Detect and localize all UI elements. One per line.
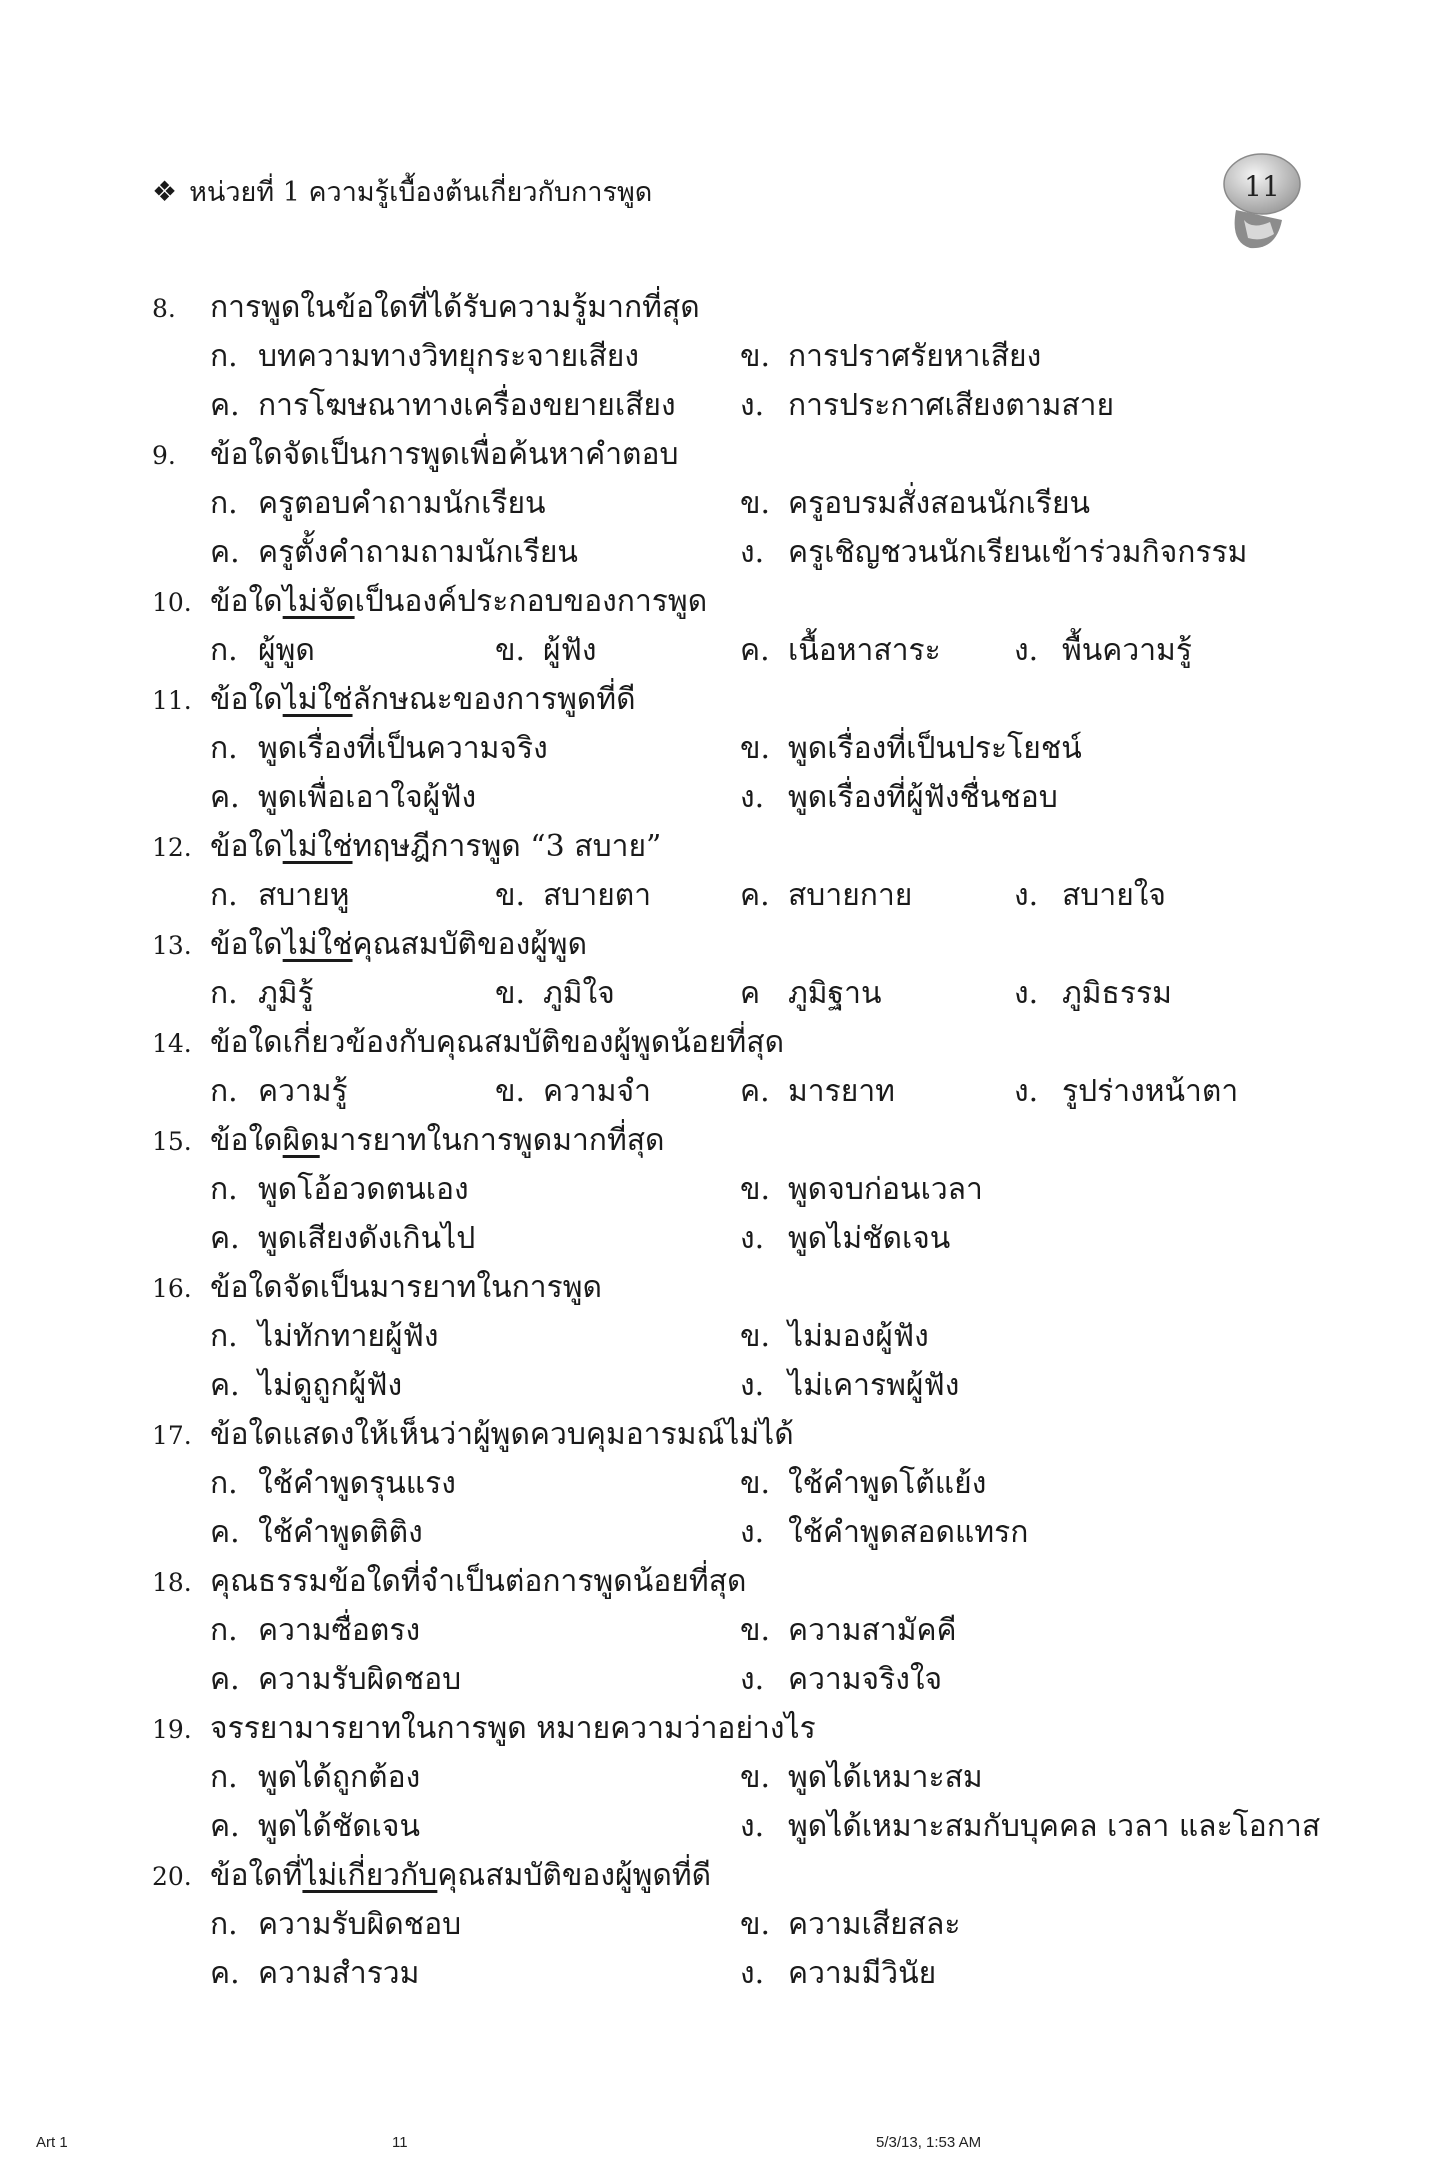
question-number: 11. bbox=[152, 686, 192, 715]
option-text: พูดเรื่องที่เป็นความจริง bbox=[258, 731, 548, 766]
option-row bbox=[152, 1459, 1332, 1508]
option-text: ภูมิฐาน bbox=[788, 976, 882, 1011]
question-11 bbox=[152, 675, 1332, 822]
option-text: การปราศรัยหาเสียง bbox=[788, 339, 1042, 374]
question-10 bbox=[152, 577, 1332, 675]
diamond-bullet-icon: ❖ bbox=[152, 174, 178, 208]
option-1 bbox=[210, 871, 350, 920]
option-letter: ข. bbox=[740, 731, 771, 766]
question-text-post: ลักษณะของการพูดที่ดี bbox=[352, 682, 636, 717]
option-letter: ค. bbox=[210, 1221, 240, 1256]
question-stem bbox=[152, 283, 1332, 332]
option-text: พูดเสียงดังเกินไป bbox=[258, 1221, 476, 1256]
question-text bbox=[210, 1270, 602, 1305]
question-16 bbox=[152, 1263, 1332, 1410]
option-letter: ข. bbox=[495, 976, 526, 1011]
option-row bbox=[152, 1900, 1332, 1949]
option-1 bbox=[210, 724, 548, 773]
option-4 bbox=[740, 1508, 1028, 1557]
option-2 bbox=[740, 724, 1082, 773]
option-letter: ข. bbox=[740, 1907, 771, 1942]
question-stem bbox=[152, 1410, 1332, 1459]
question-19 bbox=[152, 1704, 1332, 1851]
unit-title: หน่วยที่ 1 ความรู้เบื้องต้นเกี่ยวกับการพูด bbox=[189, 177, 653, 208]
option-2 bbox=[740, 1753, 983, 1802]
option-letter: ก. bbox=[210, 878, 238, 913]
option-2 bbox=[495, 871, 651, 920]
option-letter: ค. bbox=[740, 633, 770, 668]
question-stem bbox=[152, 1116, 1332, 1165]
option-1 bbox=[210, 1067, 348, 1116]
question-text-pre: ข้อใดจัดเป็นการพูดเพื่อค้นหาคำตอบ bbox=[210, 437, 679, 472]
option-letter: ข. bbox=[740, 1172, 771, 1207]
question-number: 8. bbox=[152, 294, 176, 323]
option-4 bbox=[740, 1655, 942, 1704]
option-text: ความซื่อตรง bbox=[258, 1613, 421, 1648]
question-emphasis: ไม่ใช่ bbox=[282, 829, 353, 864]
option-text: พื้นความรู้ bbox=[1062, 633, 1192, 668]
option-text: การประกาศเสียงตามสาย bbox=[788, 388, 1115, 423]
option-2 bbox=[495, 969, 615, 1018]
option-row bbox=[152, 479, 1332, 528]
option-2 bbox=[740, 1459, 986, 1508]
option-text: พูดได้ถูกต้อง bbox=[258, 1760, 421, 1795]
option-letter: ค. bbox=[210, 780, 240, 815]
option-text: เนื้อหาสาระ bbox=[788, 633, 941, 668]
question-13 bbox=[152, 920, 1332, 1018]
question-20 bbox=[152, 1851, 1332, 1998]
question-text-post: ทฤษฎีการพูด “3 สบาย” bbox=[352, 829, 662, 864]
option-text: ผู้ฟัง bbox=[543, 633, 597, 668]
question-text bbox=[210, 437, 679, 472]
option-3 bbox=[210, 1802, 420, 1851]
question-text-pre: ข้อใด bbox=[210, 682, 283, 717]
option-letter: ง. bbox=[1014, 878, 1039, 913]
question-number: 14. bbox=[152, 1029, 192, 1058]
option-letter: ง. bbox=[1014, 976, 1039, 1011]
option-text: ครูอบรมสั่งสอนนักเรียน bbox=[788, 486, 1091, 521]
question-text bbox=[210, 829, 661, 864]
option-letter: ค. bbox=[210, 1662, 240, 1697]
option-3 bbox=[740, 1067, 895, 1116]
option-4 bbox=[1014, 969, 1172, 1018]
question-text-pre: ข้อใดแสดงให้เห็นว่าผู้พูดควบคุมอารมณ์ไม่ได้ bbox=[210, 1417, 794, 1452]
option-letter: ค. bbox=[210, 1809, 240, 1844]
option-text: ความสำรวม bbox=[258, 1956, 420, 1991]
option-row bbox=[152, 1949, 1332, 1998]
question-text-pre: ข้อใด bbox=[210, 927, 283, 962]
option-1 bbox=[210, 969, 314, 1018]
option-row bbox=[152, 969, 1332, 1018]
page-number: 11 bbox=[1244, 170, 1280, 203]
question-15 bbox=[152, 1116, 1332, 1263]
option-1 bbox=[210, 1753, 420, 1802]
option-2 bbox=[495, 1067, 651, 1116]
option-4 bbox=[1014, 1067, 1238, 1116]
option-letter: ก. bbox=[210, 1466, 238, 1501]
option-text: การโฆษณาทางเครื่องขยายเสียง bbox=[258, 388, 676, 423]
question-text bbox=[210, 584, 707, 619]
question-text-pre: ข้อใด bbox=[210, 829, 283, 864]
question-number: 10. bbox=[152, 588, 192, 617]
option-letter: ง. bbox=[740, 1221, 765, 1256]
option-row bbox=[152, 332, 1332, 381]
option-text: พูดได้เหมาะสม bbox=[788, 1760, 983, 1795]
question-stem bbox=[152, 822, 1332, 871]
option-row bbox=[152, 1753, 1332, 1802]
question-text-post: คุณสมบัติของผู้พูด bbox=[352, 927, 588, 962]
option-text: ความเสียสละ bbox=[788, 1907, 961, 1942]
question-stem bbox=[152, 1018, 1332, 1067]
option-text: ความรับผิดชอบ bbox=[258, 1662, 462, 1697]
option-letter: ก. bbox=[210, 1907, 238, 1942]
option-2 bbox=[740, 1312, 929, 1361]
option-letter: ง. bbox=[1014, 633, 1039, 668]
option-1 bbox=[210, 1900, 461, 1949]
option-letter: ค. bbox=[740, 1074, 770, 1109]
option-letter: ค. bbox=[210, 535, 240, 570]
question-emphasis: ไม่ใช่ bbox=[282, 927, 353, 962]
question-number: 9. bbox=[152, 441, 176, 470]
option-letter: ก. bbox=[210, 486, 238, 521]
option-letter: ง. bbox=[740, 1368, 765, 1403]
option-row bbox=[152, 381, 1332, 430]
option-letter: ข. bbox=[740, 339, 771, 374]
question-text bbox=[210, 682, 636, 717]
option-3 bbox=[740, 871, 912, 920]
question-text bbox=[210, 1858, 711, 1893]
option-text: ไม่ทักทายผู้ฟัง bbox=[258, 1319, 439, 1354]
option-letter: ค bbox=[740, 976, 761, 1011]
option-text: ความรับผิดชอบ bbox=[258, 1907, 462, 1942]
option-row bbox=[152, 1508, 1332, 1557]
option-text: สบายกาย bbox=[788, 878, 913, 913]
option-letter: ข. bbox=[740, 486, 771, 521]
option-3 bbox=[210, 528, 578, 577]
option-2 bbox=[740, 332, 1041, 381]
option-row bbox=[152, 1361, 1332, 1410]
option-1 bbox=[210, 1606, 420, 1655]
question-9 bbox=[152, 430, 1332, 577]
question-17 bbox=[152, 1410, 1332, 1557]
footer-page: 11 bbox=[392, 2134, 408, 2151]
option-text: ความสามัคคี bbox=[788, 1613, 957, 1648]
question-number: 12. bbox=[152, 833, 192, 862]
option-1 bbox=[210, 1459, 456, 1508]
question-stem bbox=[152, 430, 1332, 479]
question-emphasis: ไม่เกี่ยวกับ bbox=[302, 1858, 438, 1893]
option-3 bbox=[740, 626, 941, 675]
option-3 bbox=[210, 1655, 461, 1704]
option-letter: ง. bbox=[740, 1662, 765, 1697]
option-1 bbox=[210, 332, 639, 381]
option-4 bbox=[1014, 871, 1166, 920]
option-text: ไม่เคารพผู้ฟัง bbox=[788, 1368, 960, 1403]
option-1 bbox=[210, 626, 315, 675]
option-letter: ค. bbox=[210, 388, 240, 423]
option-row bbox=[152, 1606, 1332, 1655]
option-row bbox=[152, 1067, 1332, 1116]
option-letter: ง. bbox=[740, 388, 765, 423]
footer-timestamp: 5/3/13, 1:53 AM bbox=[876, 2134, 982, 2151]
question-18 bbox=[152, 1557, 1332, 1704]
option-3 bbox=[210, 1361, 402, 1410]
question-text-pre: ข้อใด bbox=[210, 584, 283, 619]
option-text: ผู้พูด bbox=[258, 633, 315, 668]
question-number: 18. bbox=[152, 1568, 192, 1597]
option-text: พูดได้เหมาะสมกับบุคคล เวลา และโอกาส bbox=[788, 1809, 1321, 1844]
option-text: ภูมิรู้ bbox=[258, 976, 314, 1011]
option-4 bbox=[740, 528, 1247, 577]
option-row bbox=[152, 773, 1332, 822]
option-row bbox=[152, 871, 1332, 920]
option-text: ความจำ bbox=[543, 1074, 651, 1109]
option-3 bbox=[740, 969, 881, 1018]
option-text: ครูตอบคำถามนักเรียน bbox=[258, 486, 546, 521]
option-row bbox=[152, 1214, 1332, 1263]
option-letter: ก. bbox=[210, 976, 238, 1011]
question-text-pre: จรรยามารยาทในการพูด หมายความว่าอย่างไร bbox=[210, 1711, 816, 1746]
option-3 bbox=[210, 1508, 423, 1557]
question-text bbox=[210, 1711, 816, 1746]
question-text bbox=[210, 1025, 784, 1060]
option-text: ใช้คำพูดสอดแทรก bbox=[788, 1515, 1029, 1550]
option-letter: ก. bbox=[210, 731, 238, 766]
question-stem bbox=[152, 1557, 1332, 1606]
option-text: มารยาท bbox=[788, 1074, 895, 1109]
unit-header bbox=[152, 170, 652, 213]
option-letter: ง. bbox=[740, 1809, 765, 1844]
option-letter: ง. bbox=[740, 780, 765, 815]
option-text: สบายตา bbox=[543, 878, 652, 913]
option-text: ภูมิใจ bbox=[543, 976, 615, 1011]
question-stem bbox=[152, 1704, 1332, 1753]
option-text: พูดเรื่องที่ผู้ฟังชื่นชอบ bbox=[788, 780, 1058, 815]
option-row bbox=[152, 1655, 1332, 1704]
question-text-pre: ข้อใดเกี่ยวข้องกับคุณสมบัติของผู้พูดน้อยที่สุด bbox=[210, 1025, 785, 1060]
option-1 bbox=[210, 1312, 438, 1361]
option-text: พูดเรื่องที่เป็นประโยชน์ bbox=[788, 731, 1082, 766]
option-letter: ค. bbox=[210, 1368, 240, 1403]
option-text: บทความทางวิทยุกระจายเสียง bbox=[258, 339, 640, 374]
option-2 bbox=[740, 1165, 983, 1214]
option-2 bbox=[740, 1606, 957, 1655]
question-12 bbox=[152, 822, 1332, 920]
question-list bbox=[152, 283, 1332, 1998]
option-text: ไม่มองผู้ฟัง bbox=[788, 1319, 929, 1354]
question-text bbox=[210, 1123, 665, 1158]
question-text-pre: คุณธรรมข้อใดที่จำเป็นต่อการพูดน้อยที่สุด bbox=[210, 1564, 747, 1599]
option-text: ใช้คำพูดรุนแรง bbox=[258, 1466, 456, 1501]
option-2 bbox=[740, 1900, 961, 1949]
option-letter: ข. bbox=[740, 1319, 771, 1354]
question-text bbox=[210, 1564, 746, 1599]
question-number: 19. bbox=[152, 1715, 192, 1744]
option-text: พูดเพื่อเอาใจผู้ฟัง bbox=[258, 780, 477, 815]
question-text-pre: การพูดในข้อใดที่ได้รับความรู้มากที่สุด bbox=[210, 290, 700, 325]
question-emphasis: ผิด bbox=[282, 1123, 320, 1158]
option-1 bbox=[210, 1165, 469, 1214]
option-text: สบายใจ bbox=[1062, 878, 1167, 913]
question-text-post: เป็นองค์ประกอบของการพูด bbox=[354, 584, 708, 619]
question-stem bbox=[152, 920, 1332, 969]
option-text: ความจริงใจ bbox=[788, 1662, 943, 1697]
option-letter: ค. bbox=[210, 1515, 240, 1550]
option-3 bbox=[210, 1214, 475, 1263]
option-letter: ก. bbox=[210, 1613, 238, 1648]
option-text: พูดจบก่อนเวลา bbox=[788, 1172, 983, 1207]
question-emphasis: ไม่จัด bbox=[282, 584, 355, 619]
footer-left: Art 1 bbox=[36, 2134, 68, 2151]
option-text: ครูเชิญชวนนักเรียนเข้าร่วมกิจกรรม bbox=[788, 535, 1248, 570]
option-letter: ง. bbox=[1014, 1074, 1039, 1109]
option-letter: ก. bbox=[210, 339, 238, 374]
option-4 bbox=[1014, 626, 1192, 675]
option-text: ความมีวินัย bbox=[788, 1956, 937, 1991]
option-row bbox=[152, 528, 1332, 577]
option-3 bbox=[210, 1949, 419, 1998]
option-row bbox=[152, 626, 1332, 675]
option-letter: ค. bbox=[210, 1956, 240, 1991]
option-text: พูดไม่ชัดเจน bbox=[788, 1221, 951, 1256]
option-text: ความรู้ bbox=[258, 1074, 348, 1109]
question-text bbox=[210, 290, 700, 325]
question-14 bbox=[152, 1018, 1332, 1116]
option-letter: ก. bbox=[210, 1172, 238, 1207]
option-letter: ก. bbox=[210, 1760, 238, 1795]
option-4 bbox=[740, 381, 1114, 430]
option-text: พูดได้ชัดเจน bbox=[258, 1809, 421, 1844]
option-2 bbox=[740, 479, 1090, 528]
option-letter: ง. bbox=[740, 1515, 765, 1550]
option-letter: ก. bbox=[210, 633, 238, 668]
question-number: 16. bbox=[152, 1274, 192, 1303]
option-letter: ข. bbox=[495, 878, 526, 913]
question-text-pre: ข้อใดจัดเป็นมารยาทในการพูด bbox=[210, 1270, 602, 1305]
question-number: 17. bbox=[152, 1421, 192, 1450]
question-stem bbox=[152, 577, 1332, 626]
question-text-post: มารยาทในการพูดมากที่สุด bbox=[319, 1123, 665, 1158]
question-number: 20. bbox=[152, 1862, 192, 1891]
option-letter: ค. bbox=[740, 878, 770, 913]
question-text bbox=[210, 927, 587, 962]
option-letter: ง. bbox=[740, 1956, 765, 1991]
question-text-pre: ข้อใด bbox=[210, 1123, 283, 1158]
option-letter: ง. bbox=[740, 535, 765, 570]
option-letter: ข. bbox=[495, 1074, 526, 1109]
option-text: ภูมิธรรม bbox=[1062, 976, 1172, 1011]
option-letter: ก. bbox=[210, 1074, 238, 1109]
option-row bbox=[152, 724, 1332, 773]
question-number: 13. bbox=[152, 931, 192, 960]
option-row bbox=[152, 1165, 1332, 1214]
option-letter: ข. bbox=[740, 1613, 771, 1648]
option-3 bbox=[210, 381, 676, 430]
option-text: รูปร่างหน้าตา bbox=[1062, 1074, 1239, 1109]
option-4 bbox=[740, 1361, 959, 1410]
option-4 bbox=[740, 1802, 1320, 1851]
option-4 bbox=[740, 1949, 936, 1998]
option-text: ไม่ดูถูกผู้ฟัง bbox=[258, 1368, 403, 1403]
option-text: ใช้คำพูดติติง bbox=[258, 1515, 423, 1550]
option-text: ครูตั้งคำถามถามนักเรียน bbox=[258, 535, 578, 570]
question-stem bbox=[152, 1851, 1332, 1900]
question-text-pre: ข้อใดที่ bbox=[210, 1858, 303, 1893]
question-text bbox=[210, 1417, 794, 1452]
option-letter: ก. bbox=[210, 1319, 238, 1354]
question-text-post: คุณสมบัติของผู้พูดที่ดี bbox=[437, 1858, 712, 1893]
question-number: 15. bbox=[152, 1127, 192, 1156]
page-number-badge bbox=[1222, 150, 1312, 250]
option-text: สบายหู bbox=[258, 878, 350, 913]
option-letter: ข. bbox=[495, 633, 526, 668]
option-text: พูดโอ้อวดตนเอง bbox=[258, 1172, 469, 1207]
option-4 bbox=[740, 773, 1058, 822]
question-stem bbox=[152, 675, 1332, 724]
question-stem bbox=[152, 1263, 1332, 1312]
option-4 bbox=[740, 1214, 950, 1263]
option-text: ใช้คำพูดโต้แย้ง bbox=[788, 1466, 987, 1501]
question-8 bbox=[152, 283, 1332, 430]
option-3 bbox=[210, 773, 476, 822]
option-letter: ข. bbox=[740, 1760, 771, 1795]
option-1 bbox=[210, 479, 546, 528]
option-row bbox=[152, 1802, 1332, 1851]
option-2 bbox=[495, 626, 596, 675]
option-letter: ข. bbox=[740, 1466, 771, 1501]
question-emphasis: ไม่ใช่ bbox=[282, 682, 353, 717]
option-row bbox=[152, 1312, 1332, 1361]
